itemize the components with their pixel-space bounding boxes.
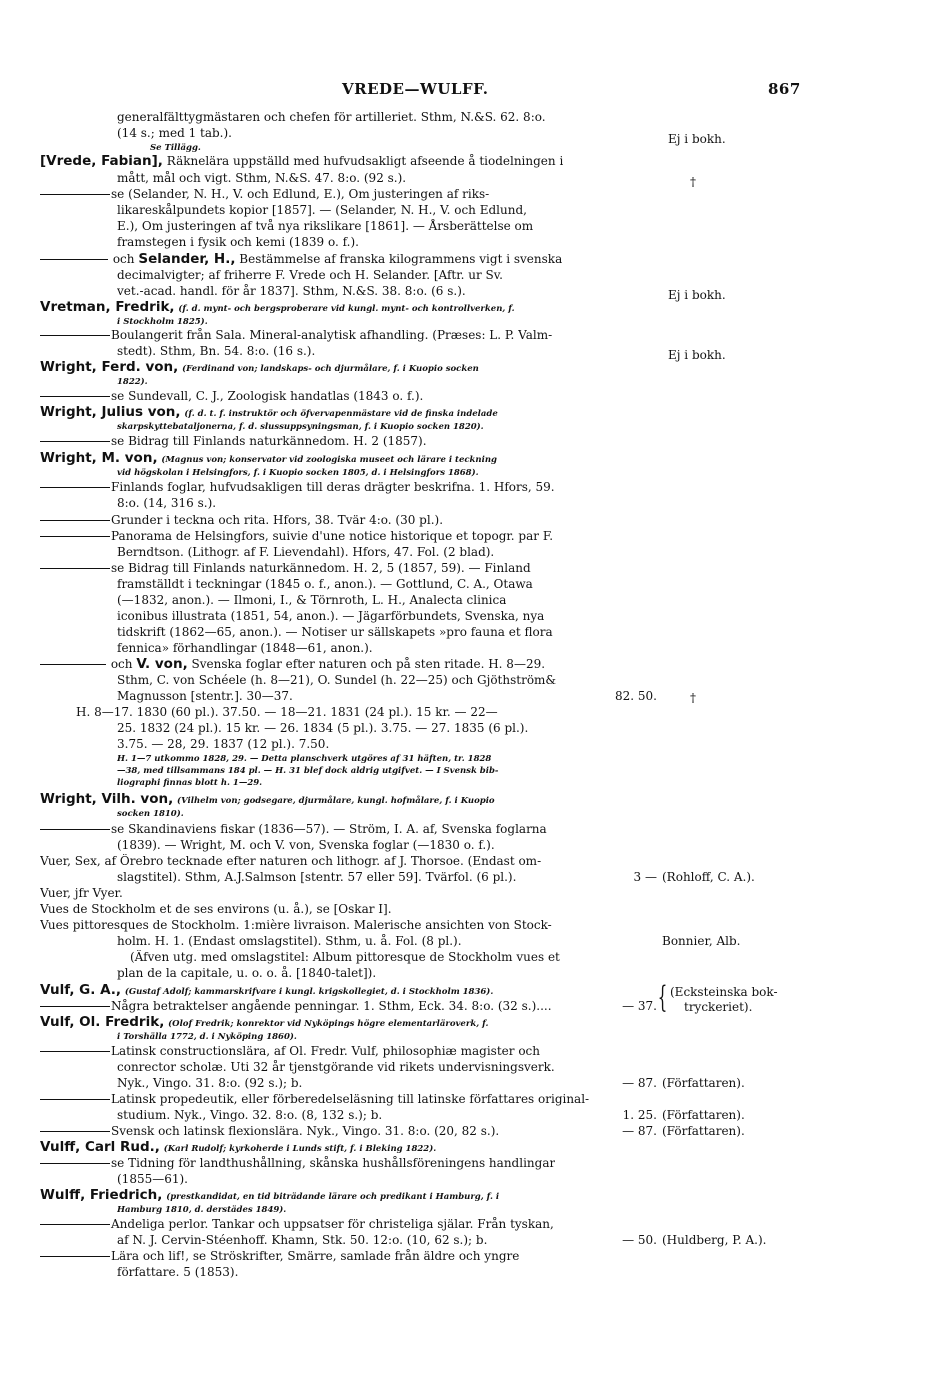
entry-line: se Tidning för landthushållning, skånska hushållsföreningens handlingar xyxy=(111,1156,556,1170)
entry-line: se (Selander, N. H., V. och Edlund, E.), Om justeringen af riks- xyxy=(111,187,490,201)
entry-bio: (Magnus von; konservator vid zoologiska museet och lärare i teckning xyxy=(161,455,497,465)
entry-line: se Skandinaviens fiskar (1836—57). — Ström, I. A. af, Svenska foglarna xyxy=(111,822,547,836)
repeat-dash xyxy=(40,259,108,260)
entry-line: decimalvigter; af friherre F. Vrede och H. Selander. [Aftr. ur Sv. xyxy=(117,268,503,282)
entry-note: liographi finnas blott h. 1—29. xyxy=(117,778,263,788)
entry-line: Latinsk constructionslära, af Ol. Fredr. Vulf, philosophiæ magister och xyxy=(111,1044,540,1058)
entry-line: Vues pittoresques de Stockholm. 1:mière livraison. Malerische ansichten von Stock- xyxy=(40,918,552,932)
entry-line: Räknelära uppställd med hufvudsakligt afseende å tiodelningen i xyxy=(166,154,564,168)
entry-line: 25. 1832 (24 pl.). 15 kr. — 26. 1834 (5 pl.). 3.75. — 27. 1835 (6 pl.). xyxy=(117,721,529,735)
entry-line: Finlands foglar, hufvudsakligen till deras drägter beskrifna. 1. Hfors, 59. xyxy=(111,480,555,494)
availability-note: Ej i bokh. xyxy=(668,132,726,146)
repeat-dash xyxy=(40,664,106,665)
publisher: tryckeriet). xyxy=(684,1000,753,1014)
publisher: Bonnier, Alb. xyxy=(662,934,741,948)
entry-line: Panorama de Helsingfors, suivie d'une notice historique et topogr. par F. xyxy=(111,529,554,543)
entry-line: Lära och lif!, se Ströskrifter, Smärre, samlade från äldre och yngre xyxy=(111,1249,520,1263)
entry-bio: (f. d. t. f. instruktör och öfvervapenmästare vid de finska indelade xyxy=(184,409,498,419)
entry-line: författare. 5 (1853). xyxy=(117,1265,239,1279)
repeat-dash xyxy=(40,1006,110,1007)
entry-heading: Wright, Julius von, xyxy=(40,405,181,420)
entry-line: Andeliga perlor. Tankar och uppsatser för christeliga själar. Från tyskan, xyxy=(111,1217,554,1231)
entry-line: generalfälttygmästaren och chefen för artilleriet. Sthm, N.&S. 62. 8:o. xyxy=(117,110,546,124)
entry-heading: [Vrede, Fabian], xyxy=(40,154,163,169)
repeat-dash xyxy=(40,1256,110,1257)
entry-line: conrector scholæ. Uti 32 år tjenstgörande vid rikets undervisningsverk. xyxy=(117,1060,555,1074)
entry-heading: Wright, M. von, xyxy=(40,451,158,466)
price: — 87. xyxy=(622,1124,657,1138)
repeat-dash xyxy=(40,520,110,521)
entry-line: framställdt i teckningar (1845 o. f., anon.). — Gottlund, C. A., Otawa xyxy=(117,577,533,591)
brace-glyph: { xyxy=(657,980,668,1015)
entry-line: likareskålpundets kopior [1857]. — (Selander, N. H., V. och Edlund, xyxy=(117,203,527,217)
entry-line: (1855—61). xyxy=(117,1172,188,1186)
entry-line: Bestämmelse af franska kilogrammens vigt i svenska xyxy=(239,252,563,266)
repeat-dash xyxy=(40,1051,110,1052)
availability-note: Ej i bokh. xyxy=(668,288,726,302)
entry-heading: Wright, Vilh. von, xyxy=(40,792,174,807)
entry-line: Vuer, jfr Vyer. xyxy=(40,886,123,900)
entry-line: fennica» förhandlingar (1848—61, anon.). xyxy=(117,641,373,655)
entry-bio: (prestkandidat, en tid biträdande lärare och predikant i Hamburg, f. i xyxy=(166,1192,500,1202)
repeat-dash xyxy=(40,829,110,830)
entry-line: och xyxy=(110,657,133,671)
entry-line: och xyxy=(112,252,135,266)
publisher: (Huldberg, P. A.). xyxy=(662,1233,767,1247)
entry-bio: (Ferdinand von; landskaps- och djurmålare, f. i Kuopio socken xyxy=(182,364,479,374)
entry-heading: Wright, Ferd. von, xyxy=(40,360,179,375)
entry-line: af N. J. Cervin-Stéenhoff. Khamn, Stk. 50. 12:o. (10, 62 s.); b. xyxy=(117,1233,488,1247)
entry-line: Latinsk propedeutik, eller förberedelseläsning till latinske författares original- xyxy=(111,1092,590,1106)
entry-line: E.), Om justeringen af två nya rikslikare [1861]. — Årsberättelse om xyxy=(117,219,534,233)
entry-line: se Sundevall, C. J., Zoologisk handatlas (1843 o. f.). xyxy=(111,389,424,403)
publisher: (Ecksteinska bok- xyxy=(670,985,778,999)
entry-line: Vues de Stockholm et de ses environs (u. å.), se [Oskar I]. xyxy=(40,902,392,916)
entry-bio: (Karl Rudolf; kyrkoherde i Lunds stift, f. i Bleking 1822). xyxy=(163,1144,437,1154)
entry-line: (1839). — Wright, M. och V. von, Svenska foglar (—1830 o. f.). xyxy=(117,838,495,852)
entry-line: se Bidrag till Finlands naturkännedom. H. 2 (1857). xyxy=(111,434,427,448)
entry-bio: skarpskyttebataljonerna, f. d. slussuppsyningsman, f. i Kuopio socken 1820). xyxy=(117,422,484,432)
entry-heading: Selander, H., xyxy=(138,252,236,267)
entry-line: mått, mål och vigt. Sthm, N.&S. 47. 8:o. (92 s.). xyxy=(117,171,407,185)
running-header: VREDE—WULFF. xyxy=(342,80,489,98)
price: 3 — xyxy=(633,870,657,884)
entry-bio: i Torshälla 1772, d. i Nyköping 1860). xyxy=(117,1032,297,1042)
entry-line: vet.-acad. handl. för år 1837]. Sthm, N.&S. 38. 8:o. (6 s.). xyxy=(117,284,466,298)
entry-line: Boulangerit från Sala. Mineral-analytisk afhandling. (Præses: L. P. Valm- xyxy=(111,328,553,342)
publisher: (Rohloff, C. A.). xyxy=(662,870,755,884)
entry-line: Svensk och latinsk flexionslära. Nyk., Vingo. 31. 8:o. (20, 82 s.). xyxy=(111,1124,500,1138)
entry-line: tidskrift (1862—65, anon.). — Notiser ur sällskapets »pro fauna et flora xyxy=(117,625,553,639)
publisher: (Författaren). xyxy=(662,1124,745,1138)
dagger-mark: † xyxy=(690,691,696,705)
repeat-dash xyxy=(40,194,110,195)
entry-line: holm. H. 1. (Endast omslagstitel). Sthm, u. å. Fol. (8 pl.). xyxy=(117,934,462,948)
entry-heading: Vulf, G. A., xyxy=(40,983,122,998)
repeat-dash xyxy=(40,1131,110,1132)
entry-note: Se Tillägg. xyxy=(150,143,201,153)
entry-note: H. 1—7 utkommo 1828, 29. — Detta planschverk utgöres af 31 häften, tr. 1828 xyxy=(117,754,492,764)
entry-line: stedt). Sthm, Bn. 54. 8:o. (16 s.). xyxy=(117,344,316,358)
entry-line: studium. Nyk., Vingo. 32. 8:o. (8, 132 s.); b. xyxy=(117,1108,383,1122)
entry-line: (—1832, anon.). — Ilmoni, I., & Törnroth, L. H., Analecta clinica xyxy=(117,593,507,607)
repeat-dash xyxy=(40,396,110,397)
entry-line: plan de la capitale, u. o. o. å. [1840-talet]). xyxy=(117,966,377,980)
entry-bio: socken 1810). xyxy=(117,809,184,819)
dagger-mark: † xyxy=(690,175,696,189)
entry-line: Sthm, C. von Schéele (h. 8—21), O. Sundel (h. 22—25) och Gjöthström& xyxy=(117,673,557,687)
entry-bio: (Olof Fredrik; konrektor vid Nyköpings högre elementarläroverk, f. xyxy=(168,1019,489,1029)
repeat-dash xyxy=(40,568,110,569)
entry-line: (Äfven utg. med omslagstitel: Album pittoresque de Stockholm vues et xyxy=(130,950,560,964)
entry-line: iconibus illustrata (1851, 54, anon.). — Jägarförbundets, Svenska, nya xyxy=(117,609,545,623)
repeat-dash xyxy=(40,1099,110,1100)
entry-bio: (Gustaf Adolf; kammarskrifvare i kungl. krigskollegiet, d. i Stockholm 1836). xyxy=(124,987,494,997)
price: 82. 50. xyxy=(615,689,657,703)
entry-line: Grunder i teckna och rita. Hfors, 38. Tvär 4:o. (30 pl.). xyxy=(111,513,444,527)
entry-bio: 1822). xyxy=(117,377,148,387)
entry-line: slagstitel). Sthm, A.J.Salmson [stentr. 57 eller 59]. Tvärfol. (6 pl.). xyxy=(117,870,517,884)
publisher: (Författaren). xyxy=(662,1108,745,1122)
entry-line: 8:o. (14, 316 s.). xyxy=(117,496,217,510)
entry-line: Berndtson. (Lithogr. af F. Lievendahl). Hfors, 47. Fol. (2 blad). xyxy=(117,545,495,559)
price: — 87. xyxy=(622,1076,657,1090)
entry-note: —38, med tillsammans 184 pl. — H. 31 blef dock aldrig utgifvet. — I Svensk bib- xyxy=(117,766,499,776)
entry-line: (14 s.; med 1 tab.). xyxy=(117,126,232,140)
publisher: (Författaren). xyxy=(662,1076,745,1090)
entry-line: Svenska foglar efter naturen och på sten ritade. H. 8—29. xyxy=(191,657,546,671)
entry-line: Magnusson [stentr.]. 30—37. xyxy=(117,689,293,703)
entry-heading: Vulff, Carl Rud., xyxy=(40,1140,160,1155)
repeat-dash xyxy=(40,487,110,488)
entry-line: 3.75. — 28, 29. 1837 (12 pl.). 7.50. xyxy=(117,737,330,751)
entry-bio: (f. d. mynt- och bergsproberare vid kungl. mynt- och kontrollverken, f. xyxy=(178,304,515,314)
repeat-dash xyxy=(40,441,110,442)
entry-line: H. 8—17. 1830 (60 pl.). 37.50. — 18—21. 1831 (24 pl.). 15 kr. — 22— xyxy=(76,705,498,719)
entry-bio: vid högskolan i Helsingfors, f. i Kuopio socken 1805, d. i Helsingfors 1868). xyxy=(117,468,479,478)
entry-heading: Vulf, Ol. Fredrik, xyxy=(40,1015,165,1030)
repeat-dash xyxy=(40,335,110,336)
repeat-dash xyxy=(40,1163,110,1164)
entry-line: Vuer, Sex, af Örebro tecknade efter naturen och lithogr. af J. Thorsoe. (Endast om- xyxy=(40,854,542,868)
price: — 37. xyxy=(622,999,657,1013)
price: — 50. xyxy=(622,1233,657,1247)
entry-line: Nyk., Vingo. 31. 8:o. (92 s.); b. xyxy=(117,1076,303,1090)
entry-line: framstegen i fysik och kemi (1839 o. f.). xyxy=(117,235,359,249)
availability-note: Ej i bokh. xyxy=(668,348,726,362)
entry-bio: (Vilhelm von; godsegare, djurmålare, kungl. hofmålare, f. i Kuopio xyxy=(177,796,495,806)
repeat-dash xyxy=(40,536,110,537)
entry-line: se Bidrag till Finlands naturkännedom. H. 2, 5 (1857, 59). — Finland xyxy=(111,561,531,575)
entry-line: Några betraktelser angående penningar. 1. Sthm, Eck. 34. 8:o. (32 s.).... xyxy=(111,999,552,1013)
repeat-dash xyxy=(40,1224,110,1225)
entry-bio: i Stockholm 1825). xyxy=(117,317,208,327)
entry-heading: Wulff, Friedrich, xyxy=(40,1188,163,1203)
page-number: 867 xyxy=(768,80,801,98)
entry-heading: V. von, xyxy=(136,657,188,672)
price: 1. 25. xyxy=(622,1108,657,1122)
entry-bio: Hamburg 1810, d. derstädes 1849). xyxy=(117,1205,287,1215)
entry-heading: Vretman, Fredrik, xyxy=(40,300,175,315)
